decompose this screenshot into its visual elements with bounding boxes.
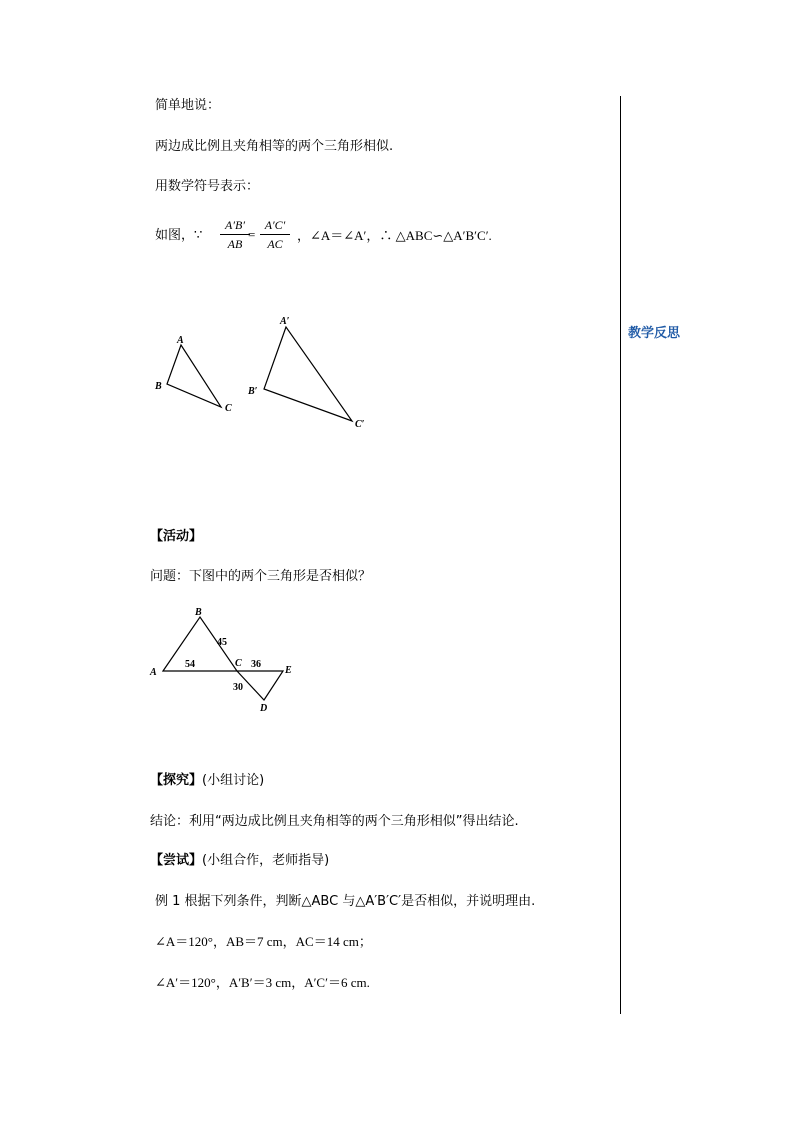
- point-c: C: [235, 658, 242, 669]
- brief-label: 简单地说：: [155, 98, 221, 113]
- equals-sign: =: [248, 227, 256, 242]
- fraction-2-denominator: AC: [267, 237, 283, 251]
- length-ce: 36: [251, 659, 261, 670]
- activity-heading: 【活动】: [150, 529, 203, 544]
- small-vertex-c: C: [225, 403, 232, 414]
- symbol-label: 用数学符号表示：: [155, 179, 260, 194]
- large-vertex-b: B′: [248, 386, 258, 397]
- large-vertex-c: C′: [355, 419, 365, 430]
- fraction-2-numerator: A′C′: [264, 218, 286, 232]
- attempt-heading: 【尝试】: [150, 853, 203, 868]
- explore-note: (小组讨论): [202, 773, 265, 788]
- small-vertex-b: B: [155, 381, 162, 392]
- example-condition-1: ∠A＝120°，AB＝7 cm，AC＝14 cm；: [155, 934, 372, 949]
- large-vertex-a: A′: [280, 316, 290, 327]
- point-b: B: [195, 607, 202, 618]
- length-cd: 30: [233, 682, 243, 693]
- figure-prefix: 如图，∵: [155, 228, 203, 243]
- point-d: D: [260, 703, 268, 714]
- example-1: 例 1 根据下列条件，判断△ABC 与△A′B′C′是否相似，并说明理由.: [155, 894, 536, 909]
- length-bc: 45: [217, 637, 227, 648]
- point-e: E: [285, 665, 292, 676]
- point-a: A: [150, 667, 157, 678]
- fraction-1-denominator: AB: [227, 237, 243, 251]
- example-condition-2: ∠A′＝120°，A′B′＝3 cm，A′C′＝6 cm.: [155, 975, 370, 990]
- attempt-note: (小组合作，老师指导): [202, 853, 330, 868]
- fraction-1-numerator: A′B′: [225, 218, 245, 232]
- length-ac: 54: [185, 659, 195, 670]
- activity-question: 问题：下图中的两个三角形是否相似？: [150, 569, 372, 584]
- activity-triangles-figure: [145, 600, 310, 718]
- explore-conclusion: 结论：利用“两边成比例且夹角相等的两个三角形相似”得出结论.: [150, 814, 519, 829]
- theorem-statement: 两边成比例且夹角相等的两个三角形相似.: [155, 139, 394, 154]
- similar-triangles-figure: [140, 305, 380, 440]
- fraction-1: [220, 218, 250, 251]
- explore-heading: 【探究】: [150, 773, 203, 788]
- attempt-line: [150, 852, 329, 870]
- fraction-2: [260, 218, 290, 251]
- explore-line: [150, 772, 264, 790]
- small-vertex-a: A: [177, 335, 184, 346]
- margin-divider: [620, 96, 621, 1014]
- teaching-reflection-title: 教学反思: [628, 326, 681, 341]
- similarity-condition: ，∠A＝∠A′，∴ △ABC∽△A′B′C′.: [297, 228, 492, 243]
